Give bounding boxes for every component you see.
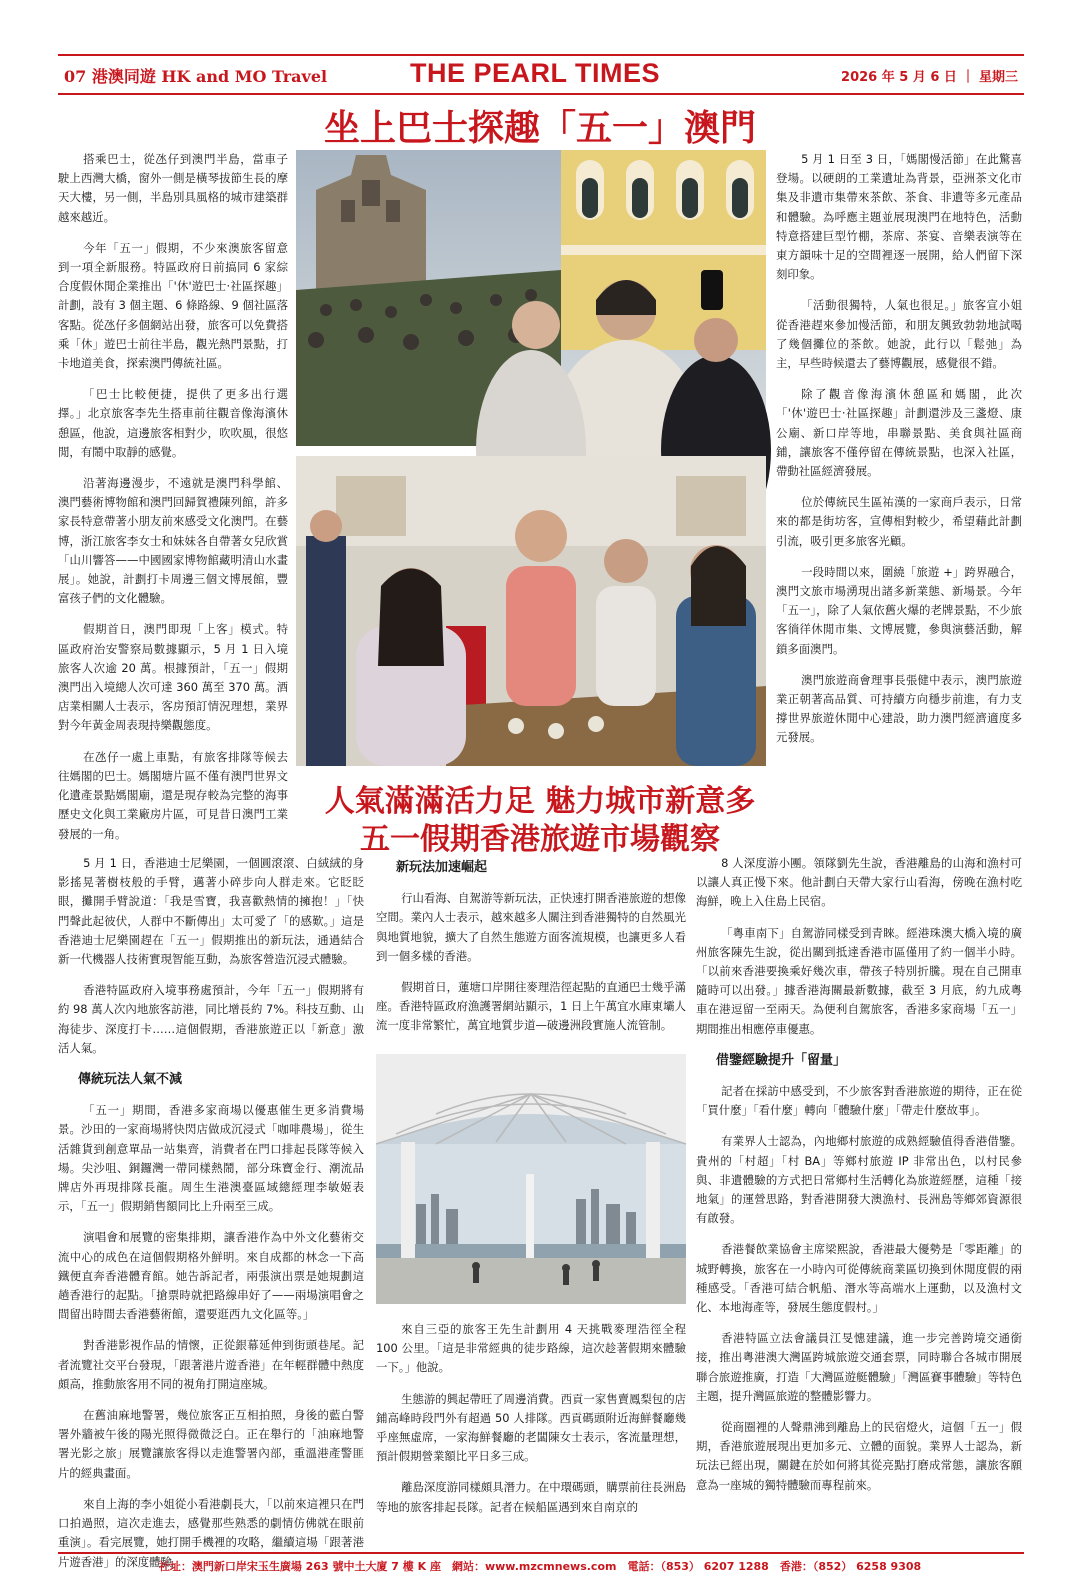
photo-tea-market-visitors	[296, 456, 766, 766]
header-bottom-rule	[58, 93, 1024, 95]
section-label: 07 港澳同遊 HK and MO Travel	[64, 67, 328, 86]
paragraph: 今年「五一」假期，不少來澳旅客留意到一項全新服務。特區政府日前搞同 6 家綜合度假休閒企業推出「'休'遊巴士·社區探趣」計劃，設有 3 個主題、6 條路線、9 個社區落客點。從氹仔多個網站出發，旅客可以免費搭乘「休」遊巴士前往半島，觀光熱門景點，打卡地道美食，探索澳門傳統社區。	[58, 240, 288, 371]
paragraph: 對香港影視作品的情懷，正從銀幕延伸到街頭巷尾。記者流覽社交平台發現，「跟著港片遊香港」在年輕群體中熱度頗高，推動旅客用不同的視角打開這座城。	[58, 1338, 364, 1391]
paragraph: 從商圈裡的人聲鼎沸到離島上的民宿燈火，這個「五一」假期，香港旅遊展現出更加多元、立體的面貌。業界人士認為，新玩法已經出現，關鍵在於如何將其從亮點打磨成常態，讓旅客願意為一座城的獨特體驗而專程前來。	[696, 1420, 1022, 1492]
paragraph: 除了觀音像海濱休憩區和媽閣，此次「'休'遊巴士·社區探趣」計劃還涉及三盞燈、康公廟、新口岸等地，串聯景點、美食與社區商鋪，讓旅客不僅停留在傳統景點，也深入社區，帶動社區經濟發展。	[776, 387, 1022, 479]
paragraph: 假期首日，澳門即現「上客」模式。特區政府治安警察局數據顯示，5 月 1 日入境旅客人次逾 20 萬。根據預計，「五一」假期澳門出入境總人次可達 360 萬至 370 萬。酒店業相關人士表示，客房預訂情況理想，業界對今年黃金周表現持樂觀態度。	[58, 622, 288, 733]
article1-headline: 坐上巴士探趣「五一」澳門	[323, 107, 756, 149]
article2-headline-line1: 人氣滿滿活力足 魅力城市新意多	[324, 784, 756, 819]
subheading: 新玩法加速崛起	[396, 860, 488, 875]
paragraph: 香港特區政府入境事務處預計，今年「五一」假期將有約 98 萬人次內地旅客訪港，同比增長約 7%。科技互動、山海徒步、深度打卡……這個假期，香港旅遊正以「新意」激活人氣。	[58, 983, 364, 1055]
footer-address: 社址：澳門新口岸宋玉生廣場 263 號中土大廈 7 樓 K 座 網站：www.mzcmnews.com 電話：（853） 6207 1288 香港：（852） 6258 9308	[158, 1560, 922, 1573]
article2-column-3	[696, 854, 1022, 1546]
paragraph: 來自三亞的旅客王先生計劃用 4 天挑戰麥理浩徑全程 100 公里。「這是非常經典的徒步路線，這次趁著假期來體驗一下。」他說。	[376, 1322, 686, 1375]
paragraph: 在氹仔一處上車點，有旅客排隊等候去往媽閣的巴士。媽閣塘片區不僅有澳門世界文化遺產景點媽閣廟，還是現存較為完整的海事歷史文化與工業廠房片區，可見昔日澳門工業發展的一角。	[58, 749, 288, 841]
paragraph: 在舊油麻地警署，幾位旅客正互相拍照，身後的藍白警署外牆被午後的陽光照得微微泛白。正在舉行的「油麻地警署光影之旅」展覽讓旅客得以走進警署內部，重溫港產警匪片的經典畫面。	[58, 1408, 364, 1480]
paragraph: 演唱會和展覽的密集排期，讓香港作為中外文化藝術交流中心的成色在這個假期格外鮮明。來自成都的林念一下高鐵便直奔香港體育館。她告訴記者，兩張演出票是她規劃這趟香港行的起點。「搶票時就把路線串好了——兩場演唱會之間留出時間去香港藝術館，還要逛西九文化區等。」	[58, 1230, 364, 1322]
paragraph: 離島深度游同樣頗具潛力。在中環碼頭，購票前往長洲島等地的旅客排起長隊。記者在候船區遇到來自南京的	[376, 1480, 686, 1514]
photo-harbour-pavilion	[376, 1054, 686, 1304]
article2-column-1	[58, 854, 364, 1569]
paragraph: 沿著海邊漫步，不遠就是澳門科學館、澳門藝術博物館和澳門回歸賀禮陳列館，許多家長特意帶著小朋友前來感受文化澳門。在藝博，浙江旅客李女士和妹妹各自帶著女兒欣賞「山川響答——中國國家博物館藏明清山水畫展」。她說，計劃打卡周邊三個文博展館，豐富孩子們的文化體驗。	[58, 476, 288, 606]
issue-date: 2026 年 5 月 6 日 ｜ 星期三	[841, 70, 1018, 85]
paragraph: 「五一」期間，香港多家商場以優惠催生更多消費場景。沙田的一家商場將快閃店做成沉浸式「咖啡農場」，從生活雜貨到創意單品一站集齊，消費者在門口排起長隊等候入場。尖沙咀、銅鑼灣一帶同樣熱鬧，部分珠寶金行、潮流品牌店外再現排隊長龍。周生生港澳臺區域總經理李敏姬表示，「五一」假期銷售額同比上升兩至三成。	[58, 1103, 364, 1214]
article2-headline-line2: 五一假期香港旅遊市場觀察	[360, 822, 720, 857]
footer-rule	[58, 1552, 1024, 1554]
paragraph: 假期首日，蓮塘口岸開往麥理浩徑起點的直通巴士幾乎滿座。香港特區政府漁護署網站顯示，1 日上午萬宜水庫東壩人流一度非常繁忙，萬宜地質步道—破邊洲段實施人流管制。	[376, 980, 686, 1033]
paragraph: 來自上海的李小姐從小看港劇長大，「以前來這裡只在門口拍過照，這次走進去，感覺那些熟悉的劇情仿佛就在眼前重演」。看完展覽，她打開手機裡的攻略，繼續這場「跟著港片遊香港」的深度體驗。	[58, 1496, 364, 1569]
paragraph: 香港特區立法會議員江旻憓建議，進一步完善跨境交通銜接，推出粵港澳大灣區跨城旅遊交通套票，同時聯合各城市開展聯合旅遊推廣，打造「大灣區遊艇體驗」「灣區賽事體驗」等特色主題，提升灣區旅遊的整體影響力。	[696, 1331, 1022, 1403]
paragraph: 記者在採訪中感受到，不少旅客對香港旅遊的期待，正在從「買什麼」「看什麼」轉向「體驗什麼」「帶走什麼故事」。	[696, 1084, 1022, 1118]
subheading: 傳統玩法人氣不減	[78, 1072, 183, 1088]
photo-ruins-of-st-paul-crowd	[296, 150, 766, 446]
paragraph: 8 人深度游小團。領隊劉先生說，香港離島的山海和漁村可以讓人真正慢下來。他計劃白天帶大家行山看海，傍晚在漁村吃海鮮，晚上入住島上民宿。	[696, 856, 1022, 909]
paragraph: 澳門旅遊商會理事長張健中表示，澳門旅遊業正朝著高品質、可持續方向穩步前進，有力支撐世界旅遊休閒中心建設，助力澳門經濟適度多元發展。	[776, 672, 1022, 745]
paragraph: 5 月 1 日至 3 日，「媽閣慢活節」在此驚喜登場。以硬朗的工業遺址為背景，亞洲茶文化市集及非遺市集帶來茶飲、茶食、非遺等多元產品和體驗。為呼應主題並展現澳門在地特色，活動特意搭建巨型竹棚，茶席、茶宴、音樂表演等在東方韻味十足的空間裡逐一展開，給人們留下深刻印象。	[776, 152, 1022, 282]
masthead: THE PEARL TIMES	[409, 58, 661, 88]
paragraph: 「活動很獨特，人氣也很足。」旅客宣小姐從香港趕來參加慢活節，和朋友興致勃勃地試喝了幾個攤位的茶飲。她說，此行以「鬆弛」為主，早些時候還去了藝博觀展，感覺很不錯。	[776, 298, 1022, 371]
paragraph: 位於傳統民生區祐漢的一家商戶表示，日常來的都是街坊客，宣傳相對較少，希望藉此計劃引流，吸引更多旅客光顧。	[776, 495, 1022, 548]
paragraph: 香港餐飲業協會主席梁熙說，香港最大優勢是「零距離」的城野轉換，旅客在一小時內可從傳統商業區切換到休閒度假的兩種感受。「香港可結合帆船、潛水等高端水上運動，以及漁村文化、本地海產等，發展生態度假村。」	[696, 1242, 1022, 1315]
paragraph: 生態游的興起帶旺了周邊消費。西貢一家售賣鳳梨包的店鋪高峰時段門外有超過 50 人排隊。西貢碼頭附近海鮮餐廳幾乎座無虛席，一家海鮮餐廳的老闆陳女士表示，客流量理想，預計假期營業額比平日多三成。	[376, 1391, 686, 1464]
paragraph: 搭乘巴士，從氹仔到澳門半島，當車子駛上西灣大橋，窗外一側是橫琴拔節生長的摩天大樓，另一側，半島別具風格的城市建築群越來越近。	[58, 152, 288, 224]
paragraph: 「巴士比較便捷，提供了更多出行選擇。」北京旅客李先生搭車前往觀音像海濱休憩區，他說，這邊旅客相對少，吹吹風，很悠閒，有鬧中取靜的感覺。	[58, 387, 288, 459]
subheading: 借鑒經驗提升「留量」	[716, 1052, 847, 1068]
article2-column-2-bottom	[376, 1320, 686, 1546]
paragraph: 行山看海、自駕游等新玩法，正快速打開香港旅遊的想像空間。業內人士表示，越來越多人關注到香港獨特的自然風光與地質地貌，擴大了自然生態遊方面客流規模，也讓更多人看到一個多樣的香港。	[376, 891, 686, 963]
article1-left-column	[58, 150, 288, 841]
paragraph: 「粵車南下」自駕游同樣受到青睞。經港珠澳大橋入境的廣州旅客陳先生說，從出關到抵達香港市區僅用了約一個半小時。「以前來香港要換乘好幾次車，帶孩子特別折騰。現在自己開車隨時可以出發。」據香港海關最新數據，截至 3 月底，約九成粵車在港逗留一至兩天。為便利自駕旅客，香港多家商場「五一」期間推出相應停車優惠。	[696, 925, 1022, 1036]
header-top-rule	[58, 54, 1024, 56]
article2-column-2-top	[376, 854, 686, 1050]
paragraph: 有業界人士認為，內地鄉村旅遊的成熟經驗值得香港借鑒。貴州的「村超」「村 BA」等鄉村旅遊 IP 非常出色，以村民參與、非遺體驗的方式把日常鄉村生活轉化為旅遊經歷，這種「接地氣」的運營思路，對香港開發大澳漁村、長洲島等鄉郊資源很有啟發。	[696, 1134, 1022, 1226]
paragraph: 一段時間以來，圍繞「旅遊 +」跨界融合，澳門文旅市場湧現出諸多新業態、新場景。今年「五一」，除了人氣依舊火爆的老牌景點，不少旅客徜徉休閒市集、文博展覽，參與演藝活動，解鎖多面澳門。	[776, 564, 1022, 656]
paragraph: 5 月 1 日，香港迪士尼樂園，一個圓滾滾、白絨絨的身影搖晃著樹枝般的手臂，邁著小碎步向人群走來。它眨眨眼，攤開手臂說道：「我是雪寶，我喜歡熱情的擁抱！」「快門聲此起彼伏，人群中不斷傳出」太可愛了「的感歎。」這是香港迪士尼樂園趕在「五一」假期推出的新玩法，通過結合新一代機器人技術實現智能互動，為旅客營造沉浸式體驗。	[58, 856, 364, 967]
article1-right-column	[776, 150, 1022, 770]
